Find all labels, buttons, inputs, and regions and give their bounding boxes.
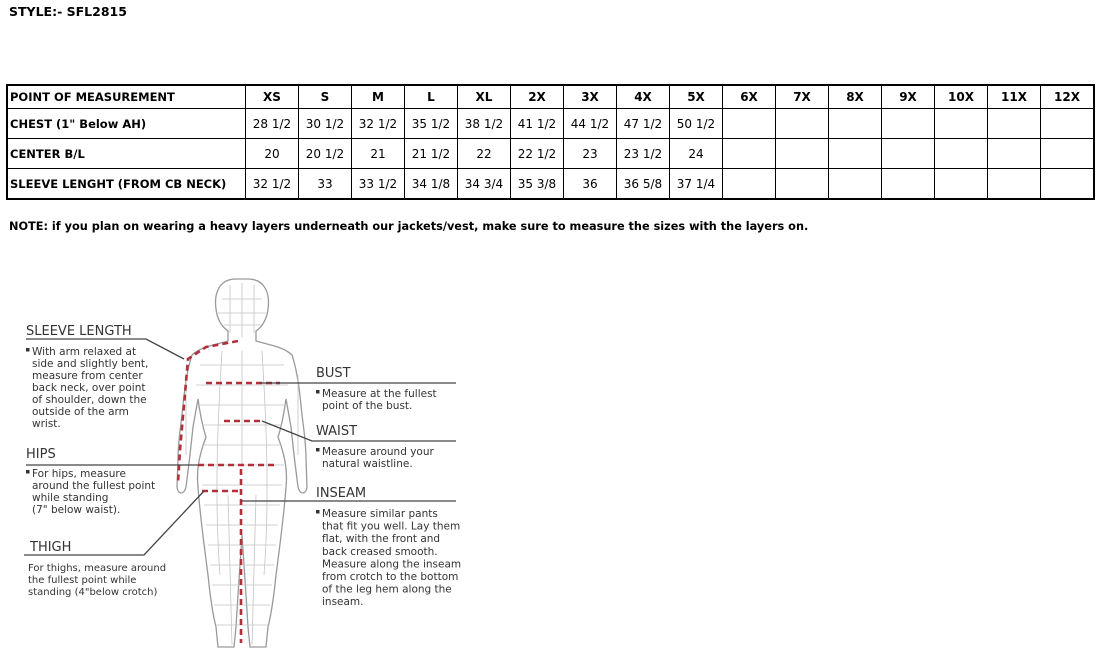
sleeve-bullet-icon	[26, 348, 30, 352]
size-header-7x: 7X	[776, 85, 829, 109]
size-header-9x: 9X	[882, 85, 935, 109]
hips-bullet-icon	[26, 470, 30, 474]
cell-6x	[723, 109, 776, 139]
hips-text-line: For hips, measure	[32, 468, 126, 480]
cell-s: 30 1/2	[299, 109, 352, 139]
cell-12x	[1041, 139, 1095, 169]
hips-text-line: (7" below waist).	[32, 504, 121, 516]
cell-12x	[1041, 109, 1095, 139]
inseam-text-line: that fit you well. Lay them	[322, 520, 461, 533]
sleeve-text-line: side and slightly bent,	[32, 358, 149, 370]
waist-bullet-icon	[316, 448, 320, 452]
cell-8x	[829, 139, 882, 169]
cell-5x: 50 1/2	[670, 109, 723, 139]
size-header-row	[7, 85, 1094, 109]
cell-s: 20 1/2	[299, 139, 352, 169]
sleeve-text-line: of shoulder, down the	[32, 394, 147, 406]
row-label: CENTER B/L	[7, 139, 246, 169]
inseam-text-line: back creased smooth.	[322, 545, 438, 558]
inseam-text-line: from crotch to the bottom	[322, 571, 459, 583]
cell-7x	[776, 169, 829, 200]
size-chart-table	[6, 84, 1095, 200]
row-label: SLEEVE LENGHT (FROM CB NECK)	[7, 169, 246, 200]
cell-4x: 47 1/2	[617, 109, 670, 139]
inseam-text-line: inseam.	[322, 596, 364, 609]
sleeve-text-line: back neck, over point	[32, 382, 146, 394]
size-header-xl: XL	[458, 85, 511, 109]
sleeve-text-line: wrist.	[32, 418, 61, 430]
size-header-xs: XS	[246, 85, 299, 109]
bust-text-line: point of the bust.	[322, 400, 413, 412]
size-header-10x: 10X	[935, 85, 988, 109]
cell-l: 21 1/2	[405, 139, 458, 169]
size-header-8x: 8X	[829, 85, 882, 109]
cell-xl: 22	[458, 139, 511, 169]
inseam-text-line: flat, with the front and	[322, 533, 441, 546]
cell-xl: 34 3/4	[458, 169, 511, 200]
cell-2x: 35 3/8	[511, 169, 564, 200]
cell-7x	[776, 109, 829, 139]
cell-3x: 36	[564, 169, 617, 200]
thigh-text-line: standing (4"below crotch)	[28, 587, 158, 598]
style-label: STYLE:- SFL2815	[9, 4, 127, 19]
hips-title: HIPS	[26, 447, 56, 462]
sleeve-text-line: measure from center	[32, 370, 143, 382]
cell-4x: 36 5/8	[617, 169, 670, 200]
cell-8x	[829, 109, 882, 139]
cell-l: 35 1/2	[405, 109, 458, 139]
pom-header: POINT OF MEASUREMENT	[7, 85, 246, 109]
cell-5x: 24	[670, 139, 723, 169]
size-header-12x: 12X	[1041, 85, 1095, 109]
cell-4x: 23 1/2	[617, 139, 670, 169]
row-label: CHEST (1" Below AH)	[7, 109, 246, 139]
cell-xs: 32 1/2	[246, 169, 299, 200]
measurement-diagram	[0, 255, 480, 654]
bust-bullet-icon	[316, 390, 320, 394]
cell-11x	[988, 139, 1041, 169]
size-header-2x: 2X	[511, 85, 564, 109]
inseam-bullet-icon	[316, 510, 320, 514]
waist-text-line: Measure around your	[322, 446, 434, 458]
thigh-text-line: For thighs, measure around	[28, 563, 167, 574]
cell-12x	[1041, 169, 1095, 200]
measurement-guides	[178, 341, 280, 643]
cell-xs: 28 1/2	[246, 109, 299, 139]
size-header-4x: 4X	[617, 85, 670, 109]
cell-3x: 44 1/2	[564, 109, 617, 139]
cell-6x	[723, 139, 776, 169]
hips-text-line: around the fullest point	[32, 480, 156, 492]
cell-11x	[988, 169, 1041, 200]
inseam-text-line: Measure along the inseam	[322, 558, 462, 571]
cell-xl: 38 1/2	[458, 109, 511, 139]
cell-m: 32 1/2	[352, 109, 405, 139]
cell-m: 33 1/2	[352, 169, 405, 200]
cell-9x	[882, 109, 935, 139]
cell-10x	[935, 139, 988, 169]
cell-6x	[723, 169, 776, 200]
sleeve-title: SLEEVE LENGTH	[26, 324, 132, 339]
thigh-title: THIGH	[30, 540, 72, 555]
bust-title: BUST	[316, 366, 351, 381]
sleeve-guide	[178, 341, 238, 483]
hips-text-line: while standing	[32, 492, 109, 504]
cell-m: 21	[352, 139, 405, 169]
cell-8x	[829, 169, 882, 200]
cell-10x	[935, 109, 988, 139]
inseam-text-line: of the leg hem along the	[322, 583, 452, 596]
cell-5x: 37 1/4	[670, 169, 723, 200]
size-header-l: L	[405, 85, 458, 109]
inseam-title: INSEAM	[316, 486, 367, 501]
thigh-text-line: the fullest point while	[28, 575, 137, 586]
sleeve-text-line: outside of the arm	[32, 406, 129, 418]
measurement-row	[7, 139, 1094, 169]
size-header-11x: 11X	[988, 85, 1041, 109]
cell-3x: 23	[564, 139, 617, 169]
waist-title: WAIST	[316, 424, 358, 439]
waist-text-line: natural waistline.	[322, 458, 413, 470]
measurement-row	[7, 169, 1094, 200]
size-header-s: S	[299, 85, 352, 109]
cell-2x: 22 1/2	[511, 139, 564, 169]
inseam-text-line: Measure similar pants	[322, 508, 438, 520]
cell-s: 33	[299, 169, 352, 200]
size-header-3x: 3X	[564, 85, 617, 109]
size-header-m: M	[352, 85, 405, 109]
bust-text-line: Measure at the fullest	[322, 388, 437, 400]
size-header-5x: 5X	[670, 85, 723, 109]
layers-note: NOTE: if you plan on wearing a heavy layers underneath our jackets/vest, make sure to measure the sizes with the layers on.	[9, 220, 809, 233]
cell-2x: 41 1/2	[511, 109, 564, 139]
sleeve-text-line: With arm relaxed at	[32, 346, 137, 358]
size-header-6x: 6X	[723, 85, 776, 109]
cell-9x	[882, 139, 935, 169]
cell-xs: 20	[246, 139, 299, 169]
cell-10x	[935, 169, 988, 200]
cell-11x	[988, 109, 1041, 139]
cell-9x	[882, 169, 935, 200]
cell-l: 34 1/8	[405, 169, 458, 200]
measurement-row	[7, 109, 1094, 139]
cell-7x	[776, 139, 829, 169]
